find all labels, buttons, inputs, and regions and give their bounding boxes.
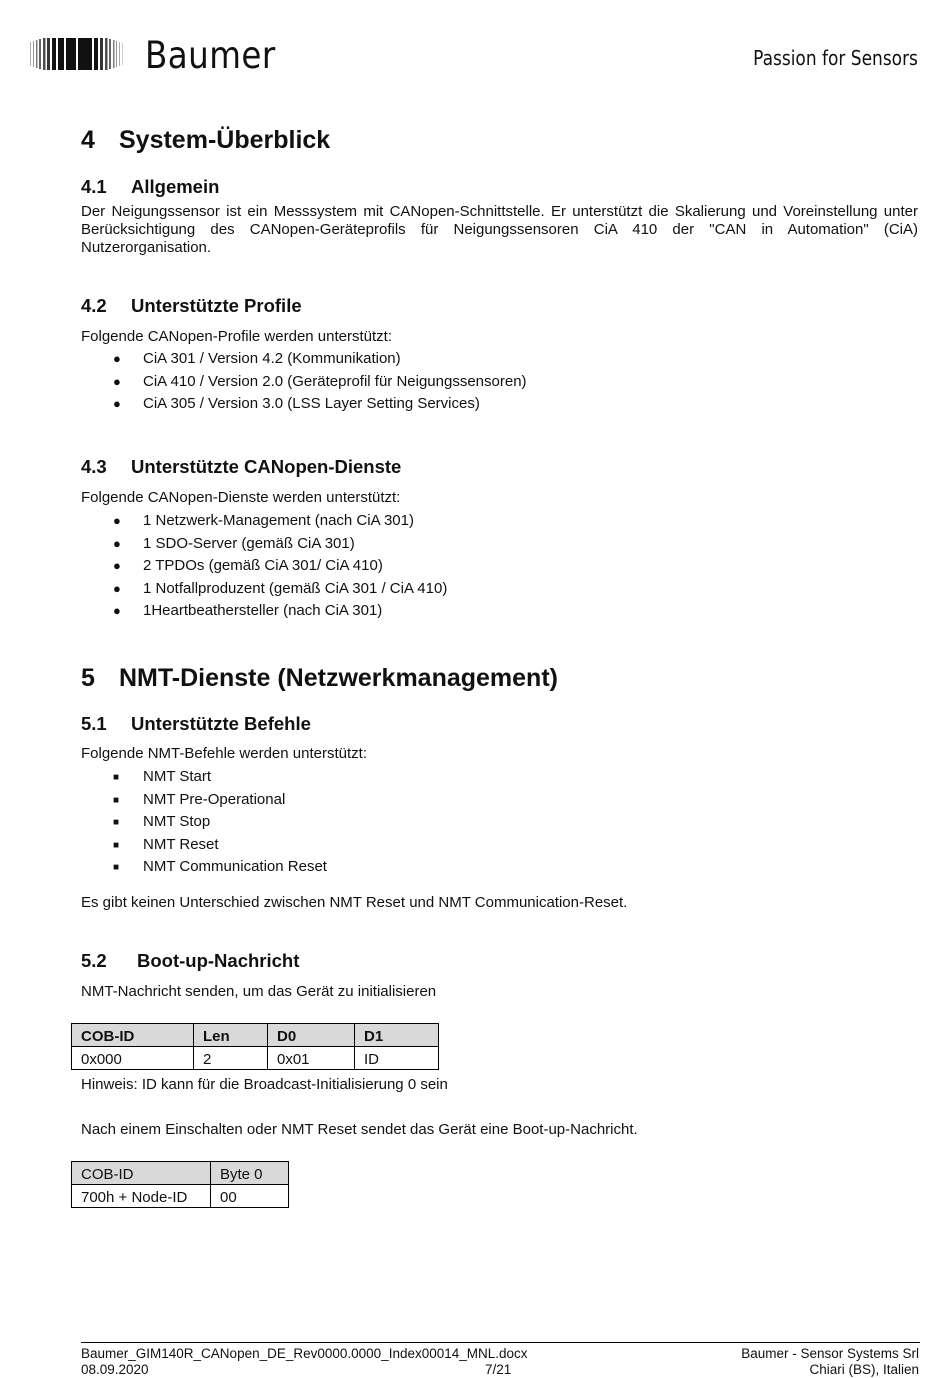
section-title: NMT-Dienste (Netzwerkmanagement) <box>119 664 558 692</box>
section-4-1-heading <box>81 176 219 198</box>
baumer-logo-icon <box>30 38 130 70</box>
table-header-cell: COB-ID <box>72 1024 194 1047</box>
nmt-message-table <box>71 1023 439 1070</box>
list-item-text: NMT Start <box>143 768 212 785</box>
service-list <box>113 512 447 625</box>
section-title: Unterstützte Profile <box>131 295 302 316</box>
bootup-message-table <box>71 1161 289 1208</box>
section-title: Unterstützte Befehle <box>131 713 311 734</box>
section-5-2-intro: NMT-Nachricht senden, um das Gerät zu initialisieren <box>81 983 437 1000</box>
section-number: 5.2 <box>81 950 107 971</box>
square-bullet-icon: ■ <box>113 794 120 806</box>
list-item <box>113 580 447 603</box>
section-number: 5 <box>81 664 95 692</box>
bootup-paragraph: Nach einem Einschalten oder NMT Reset sendet das Gerät eine Boot-up-Nachricht. <box>81 1121 638 1138</box>
list-item-text: NMT Pre-Operational <box>143 790 286 808</box>
section-number: 4 <box>81 126 95 154</box>
list-item <box>113 557 447 580</box>
list-item-text: 1 Netzwerk-Management (nach CiA 301) <box>143 512 414 529</box>
list-item-text: NMT Stop <box>143 813 211 830</box>
list-item-text: CiA 305 / Version 3.0 (LSS Layer Setting Services) <box>143 395 480 412</box>
section-number: 4.2 <box>81 295 107 316</box>
section-4-2-heading <box>81 295 302 317</box>
list-item <box>113 602 447 625</box>
table-cell: 00 <box>211 1185 289 1208</box>
table-row <box>72 1047 439 1070</box>
section-4-3-heading <box>81 456 401 478</box>
table-cell: 700h + Node-ID <box>72 1185 211 1208</box>
section-5-1-note: Es gibt keinen Unterschied zwischen NMT Reset und NMT Communication-Reset. <box>81 894 628 911</box>
list-item-text: 1 SDO-Server (gemäß CiA 301) <box>143 534 355 552</box>
bullet-icon: ● <box>113 580 121 596</box>
section-title: Unterstützte CANopen-Dienste <box>131 456 402 477</box>
table-header-cell: Byte 0 <box>211 1162 289 1185</box>
list-item <box>113 395 527 418</box>
square-bullet-icon: ■ <box>113 862 120 873</box>
table-cell: 0x01 <box>268 1047 355 1070</box>
square-bullet-icon: ■ <box>113 772 120 783</box>
list-item <box>113 350 527 373</box>
section-title: System-Überblick <box>119 126 331 154</box>
profile-list <box>113 350 527 418</box>
section-number: 4.3 <box>81 456 107 477</box>
footer-divider <box>81 1342 920 1343</box>
table-header-cell: D0 <box>268 1024 355 1047</box>
list-item <box>113 535 447 558</box>
footer-company: Baumer - Sensor Systems Srl <box>741 1346 919 1361</box>
table-cell: 0x000 <box>72 1047 194 1070</box>
list-item-text: CiA 410 / Version 2.0 (Geräteprofil für Neigungssensoren) <box>143 372 527 390</box>
list-item <box>113 836 327 859</box>
nmt-command-list <box>113 768 327 881</box>
bullet-icon: ● <box>113 351 121 366</box>
section-4-2-intro: Folgende CANopen-Profile werden unterstützt: <box>81 328 393 345</box>
bullet-icon: ● <box>113 535 121 551</box>
section-5-2-heading <box>81 950 299 972</box>
table-header-cell: Len <box>194 1024 268 1047</box>
bullet-icon: ● <box>113 373 121 389</box>
section-4-heading <box>81 126 330 155</box>
list-item <box>113 512 447 535</box>
list-item-text: NMT Communication Reset <box>143 858 327 875</box>
tagline: Passion for Sensors <box>753 46 918 70</box>
bullet-icon: ● <box>113 603 121 618</box>
list-item-text: NMT Reset <box>143 835 219 853</box>
brand-name: Baumer <box>145 34 276 77</box>
footer-page-number: 7/21 <box>485 1362 512 1377</box>
section-4-3-intro: Folgende CANopen-Dienste werden unterstützt: <box>81 489 401 506</box>
list-item-text: CiA 301 / Version 4.2 (Kommunikation) <box>143 350 401 367</box>
list-item <box>113 858 327 881</box>
section-5-heading <box>81 664 558 693</box>
broadcast-hint: Hinweis: ID kann für die Broadcast-Initialisierung 0 sein <box>81 1076 448 1093</box>
list-item <box>113 791 327 814</box>
table-header-cell: D1 <box>355 1024 439 1047</box>
list-item-text: 1Heartbeathersteller (nach CiA 301) <box>143 602 383 619</box>
table-header-cell: COB-ID <box>72 1162 211 1185</box>
square-bullet-icon: ■ <box>113 839 120 851</box>
section-number: 5.1 <box>81 713 107 734</box>
section-title: Allgemein <box>131 176 220 197</box>
section-5-1-intro: Folgende NMT-Befehle werden unterstützt: <box>81 745 367 762</box>
section-number: 4.1 <box>81 176 107 197</box>
footer-location: Chiari (BS), Italien <box>809 1362 919 1377</box>
table-header-row <box>72 1024 439 1047</box>
list-item <box>113 768 327 791</box>
footer-filename: Baumer_GIM140R_CANopen_DE_Rev0000.0000_Index00014_MNL.docx <box>81 1346 528 1361</box>
bullet-icon: ● <box>113 558 121 573</box>
list-item <box>113 813 327 836</box>
square-bullet-icon: ■ <box>113 817 120 828</box>
section-5-1-heading <box>81 713 311 735</box>
bullet-icon: ● <box>113 396 121 411</box>
table-cell: 2 <box>194 1047 268 1070</box>
footer-date: 08.09.2020 <box>81 1362 149 1377</box>
list-item-text: 2 TPDOs (gemäß CiA 301/ CiA 410) <box>143 557 383 574</box>
table-header-row <box>72 1162 289 1185</box>
table-cell: ID <box>355 1047 439 1070</box>
table-row <box>72 1185 289 1208</box>
list-item <box>113 373 527 396</box>
list-item-text: 1 Notfallproduzent (gemäß CiA 301 / CiA 410) <box>143 579 448 597</box>
section-4-1-body: Der Neigungssensor ist ein Messsystem mit CANopen-Schnittstelle. Er unterstützt die Skalierung und Voreinstellung unter Berücksichtigung des CANopen-Geräteprofils für Neigungssensoren CiA 410 der "CAN in Automation" (CiA) Nutzerorganisation. <box>81 203 918 256</box>
bullet-icon: ● <box>113 513 121 528</box>
section-title: Boot-up-Nachricht <box>137 950 300 971</box>
